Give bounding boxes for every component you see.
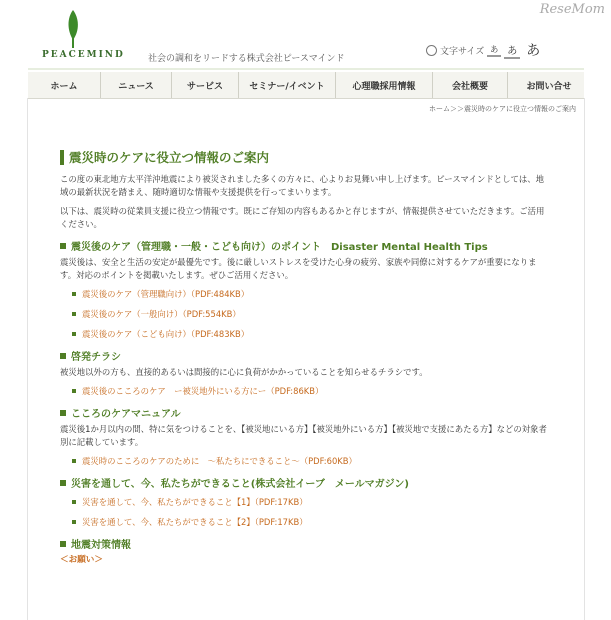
link-list (60, 288, 550, 341)
section-text: 震災後は、安全と生活の安定が最優先です。後に厳しいストレスを受けた心身の疲労、家族や同僚に対するケアが重要になります。対応のポイントを掲載いたします。ぜひご活用ください。 (60, 257, 537, 280)
list-item (72, 496, 550, 509)
page-title: 震災時のケアに役立つ情報のご案内 (60, 150, 550, 165)
nav-item-home[interactable]: ホーム (28, 72, 101, 98)
section-text: 被災地以外の方も、直接的あるいは間接的に心に負荷がかかっていることを知らせるチラシです。 (60, 367, 428, 377)
link-list (60, 455, 550, 468)
section-heading-text: こころのケアマニュアル (71, 409, 181, 420)
list-item (72, 328, 550, 341)
pdf-size: （PDF:86KB） (266, 386, 324, 396)
intro-paragraph-1: この度の東北地方太平洋沖地震により被災されました多くの方々に、心よりお見舞い申し上げます。ピースマインドとしては、地域の最新状況を踏まえ、随時適切な情報や支援提供を行ってまいります。 (60, 174, 544, 197)
main-content (60, 150, 550, 567)
magnifier-icon (426, 45, 437, 56)
pdf-link-newsletter-1[interactable]: 災害を通して、今、私たちができること【1】 (82, 497, 255, 507)
list-item (72, 308, 550, 321)
text-size-large-button[interactable]: あ (526, 43, 541, 59)
pdf-size: （PDF:484KB） (190, 289, 250, 299)
list-item (72, 385, 550, 398)
pdf-link-children-care[interactable]: 震災後のケア（こども向け） (82, 329, 191, 339)
nav-item-contact[interactable]: お問い合せ (526, 81, 572, 92)
section-heading-text: 震災後のケア（管理職・一般・こども向け）のポイント Disaster Mental Health Tips (71, 242, 488, 253)
site-watermark: ReseMom (539, 2, 605, 17)
nav-item-seminar[interactable]: セミナー/イベント (239, 72, 336, 98)
pdf-size: （PDF:554KB） (182, 309, 241, 319)
pdf-size: （PDF:483KB） (190, 329, 250, 339)
pdf-link-flyer[interactable]: 震災後のこころのケア ー被災地外にいる方にー (82, 386, 267, 396)
pdf-size: （PDF:17KB） (254, 497, 308, 507)
text-size-small-button[interactable]: あ (487, 44, 501, 57)
text-size-control (426, 40, 543, 60)
site-header (0, 0, 611, 72)
text-size-label: 文字サイズ (440, 46, 485, 57)
square-bullet-icon (60, 243, 66, 249)
logo-text[interactable]: PEACEMIND (42, 50, 125, 60)
link-list (60, 385, 550, 398)
pdf-size: （PDF:60KB） (299, 456, 357, 466)
pdf-link-manager-care[interactable]: 震災後のケア（管理職向け） (82, 289, 191, 299)
pdf-link-newsletter-2[interactable]: 災害を通して、今、私たちができること【2】 (82, 517, 255, 527)
nav-item-recruit[interactable]: 心理職採用情報 (336, 72, 433, 98)
request-label: ＜お願い＞ (60, 555, 103, 565)
list-item (72, 455, 550, 468)
section-heading-text: 災害を通して、今、私たちができること(株式会社イーブ メールマガジン) (71, 479, 409, 490)
pdf-link-manual[interactable]: 震災時のこころのケアのために 〜私たちにできること〜 (82, 456, 300, 466)
section-heading-newsletter (60, 478, 550, 491)
tagline: 社会の調和をリードする株式会社ピースマインド (148, 54, 345, 64)
nav-item-company[interactable]: 会社概要 (433, 72, 508, 98)
square-bullet-icon (60, 353, 66, 359)
section-heading-text: 啓発チラシ (71, 352, 121, 363)
square-bullet-icon (60, 410, 66, 416)
breadcrumb[interactable]: ホーム＞＞震災時のケアに役立つ情報のご案内 (429, 105, 576, 113)
square-bullet-icon (60, 480, 66, 486)
section-text: 震災後1か月以内の間、特に気をつけることを、【被災地にいる方】【被災地外にいる方】【被災地で支援にあたる方】などの対象者別に記載しています。 (60, 424, 547, 447)
section-heading-manual (60, 408, 550, 421)
nav-item-news[interactable]: ニュース (101, 72, 172, 98)
text-size-medium-button[interactable]: あ (504, 42, 520, 59)
leaf-logo-icon[interactable] (64, 10, 82, 48)
intro-paragraph-2: 以下は、震災時の従業員支援に役立つ情報です。既にご存知の内容もあるかと存じますが、情報提供させていただきます。ご活用ください。 (60, 206, 545, 229)
square-bullet-icon (60, 541, 66, 547)
section-heading-flyer (60, 351, 550, 364)
pdf-size: （PDF:17KB） (254, 517, 308, 527)
section-heading-earthquake-info (60, 539, 550, 552)
pdf-link-general-care[interactable]: 震災後のケア（一般向け） (82, 309, 183, 319)
section-heading-text: 地震対策情報 (71, 540, 131, 551)
nav-item-services[interactable]: サービス (172, 72, 239, 98)
header-divider (28, 68, 584, 70)
global-nav (28, 72, 584, 99)
list-item (72, 288, 550, 301)
section-heading-disaster-care (60, 241, 550, 254)
list-item (72, 516, 550, 529)
link-list (60, 496, 550, 529)
